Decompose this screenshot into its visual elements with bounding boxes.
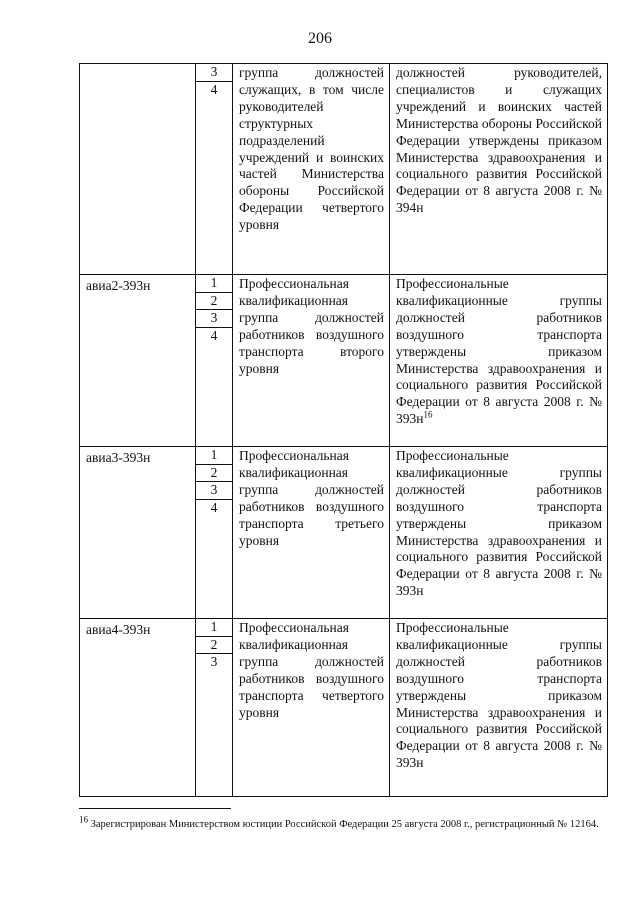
code-cell xyxy=(80,64,196,275)
qualification-level-number: 2 xyxy=(196,465,232,483)
qualification-level-number: 2 xyxy=(196,637,232,655)
qualification-level-number: 1 xyxy=(196,619,232,637)
footnote xyxy=(79,814,607,832)
qualification-level-number: 1 xyxy=(196,275,232,293)
footnote-text: Зарегистрирован Министерством юстиции Российской Федерации 25 августа 2008 г., регистрационный № 12164. xyxy=(88,819,599,830)
qualification-level-number: 2 xyxy=(196,293,232,311)
group-cell: Профессиональная квалификационная группа должностей работников воздушного транспорта третьего уровня xyxy=(233,447,390,619)
classification-table xyxy=(79,63,608,797)
code-cell: авиа3-393н xyxy=(80,447,196,619)
footnote-ref: 16 xyxy=(423,409,433,420)
table-row xyxy=(80,64,608,275)
basis-text: Профессиональные квалификационные группы должностей работников воздушного транспорта утверждены приказом Министерства здравоохранения и социального развития Российской Федерации от 8 августа 2008 г. № 393н xyxy=(396,620,602,771)
qualification-level-number: 4 xyxy=(210,81,218,97)
page-number: 206 xyxy=(308,30,332,47)
basis-text: Профессиональные квалификационные группы должностей работников воздушного транспорта утверждены приказом Министерства здравоохранения и социального развития Российской Федерации от 8 августа 2008 г. № 393н xyxy=(396,448,602,599)
code-cell: авиа4-393н xyxy=(80,619,196,797)
group-cell: группа должностей служащих, в том числе руководителей структурных подразделений учреждений и воинских частей Министерства обороны Российской Федерации четвертого уровня xyxy=(233,64,390,275)
qualification-level-number: 3 xyxy=(196,64,232,82)
qualification-level-number: 3 xyxy=(210,654,218,669)
basis-cell xyxy=(390,64,608,275)
table-row xyxy=(80,447,608,619)
footnote-marker: 16 xyxy=(79,814,88,825)
qualification-level-number: 1 xyxy=(196,447,232,465)
number-cell xyxy=(196,275,233,447)
qualification-level-number: 3 xyxy=(196,310,232,328)
table-row xyxy=(80,619,608,797)
qualification-level-number: 4 xyxy=(210,327,218,343)
number-cell xyxy=(196,64,233,275)
number-cell xyxy=(196,619,233,797)
group-cell: Профессиональная квалификационная группа должностей работников воздушного транспорта четвертого уровня xyxy=(233,619,390,797)
basis-cell xyxy=(390,275,608,447)
table-row xyxy=(80,275,608,447)
basis-cell xyxy=(390,447,608,619)
number-cell xyxy=(196,447,233,619)
qualification-level-number: 4 xyxy=(210,499,218,515)
footnote-divider xyxy=(79,808,231,809)
basis-text: Профессиональные квалификационные группы должностей работников воздушного транспорта утверждены приказом Министерства здравоохранения и социального развития Российской Федерации от 8 августа 2008 г. № 393н xyxy=(396,276,602,427)
qualification-level-number: 3 xyxy=(196,482,232,500)
group-cell: Профессиональная квалификационная группа должностей работников воздушного транспорта второго уровня xyxy=(233,275,390,447)
basis-cell xyxy=(390,619,608,797)
basis-text: должностей руководителей, специалистов и служащих учреждений и воинских частей Министерства обороны Российской Федерации утверждены приказом Министерства здравоохранения и социального развития Российской Федерации от 8 августа 2008 г. № 394н xyxy=(396,65,602,216)
code-cell: авиа2-393н xyxy=(80,275,196,447)
